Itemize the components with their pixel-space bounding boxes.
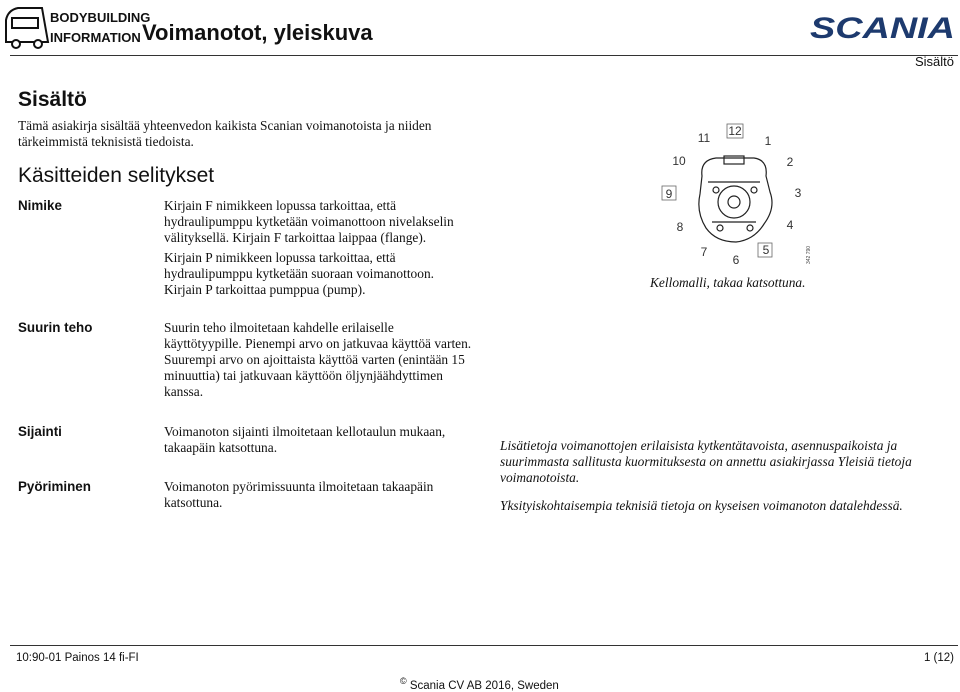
- page-number: 1 (12): [923, 652, 954, 664]
- figure-id: 342 790: [806, 245, 812, 264]
- clock-number-1: 1: [764, 134, 772, 148]
- clock-number-2: 2: [786, 155, 794, 169]
- definition-label-pyoriminen: Pyöriminen: [18, 479, 91, 494]
- clock-number-12: 12: [728, 124, 742, 138]
- copyright-symbol: ©: [400, 676, 407, 686]
- clock-number-11: 11: [697, 131, 711, 145]
- intro-text: Tämä asiakirja sisältää yhteenvedon kaikista Scanian voimanotoista ja niiden tärkeimmistä teknisistä tiedoista.: [18, 118, 432, 149]
- clock-number-9: 9: [665, 187, 673, 201]
- additional-info-text: Lisätietoja voimanottojen erilaisista kytkentätavoista, asennuspaikoista ja suurimmasta sallitusta kuormituksesta on annettu asiakirjassa Yleisiä tietoja voimanotoista.: [500, 438, 912, 485]
- definition-text: Suurin teho ilmoitetaan kahdelle erilaiselle käyttötyypille. Pienempi arvo on jatkuvaa käyttöä varten. Suurempi arvo on ajoittaista käyttöä varten (enintään 15 minuuttia) tai jatkuvaan käyttöön öljynjäähdyttimen kanssa.: [164, 320, 472, 399]
- clock-number-10: 10: [672, 154, 686, 168]
- clock-number-6: 6: [732, 253, 740, 267]
- copyright: [400, 676, 559, 692]
- definition-label-nimike: Nimike: [18, 198, 62, 213]
- definitions-heading: Käsitteiden selitykset: [18, 164, 215, 187]
- clock-number-3: 3: [794, 186, 802, 200]
- diagram-caption: Kellomalli, takaa katsottuna.: [650, 275, 806, 290]
- contents-heading: Sisältö: [18, 88, 87, 111]
- document-reference: 10:90-01 Painos 14 fi-FI: [16, 652, 139, 664]
- logo-line2: INFORMATION: [50, 30, 141, 45]
- additional-info-text: Yksityiskohtaisempia teknisiä tietoja on kyseisen voimanoton datalehdessä.: [500, 498, 903, 513]
- additional-info: [500, 438, 950, 526]
- definition-text: Voimanoton pyörimissuunta ilmoitetaan takaapäin katsottuna.: [164, 479, 434, 510]
- clock-number-4: 4: [786, 218, 794, 232]
- brand-text: SCANIA: [810, 12, 955, 45]
- clock-number-7: 7: [700, 245, 708, 259]
- header-divider: [10, 55, 958, 56]
- clock-position-diagram: [650, 116, 820, 274]
- bodybuilding-information-logo: [2, 2, 151, 50]
- scania-brand-logo: [810, 12, 955, 45]
- document-title: Voimanotot, yleiskuva: [142, 20, 373, 45]
- definition-text: Kirjain P nimikkeen lopussa tarkoittaa, että hydraulipumppu kytketään suoraan voimanottoon. Kirjain P tarkoittaa pumppua (pump).: [164, 250, 434, 297]
- definition-text: Voimanoton sijainti ilmoitetaan kellotaulun mukaan, takaapäin katsottuna.: [164, 424, 446, 455]
- definition-label-suurin-teho: Suurin teho: [18, 320, 93, 335]
- footer-divider: [10, 645, 958, 646]
- section-label: Sisältö: [914, 54, 954, 69]
- clock-number-8: 8: [676, 220, 684, 234]
- logo-line1: BODYBUILDING: [50, 10, 151, 25]
- definition-label-sijainti: Sijainti: [18, 424, 62, 439]
- definition-text: Kirjain F nimikkeen lopussa tarkoittaa, että hydraulipumppu kytketään voimanottoon nivelakselin välityksellä. Kirjain F tarkoittaa laippaa (flange).: [164, 198, 454, 245]
- copyright-text: Scania CV AB 2016, Sweden: [409, 679, 559, 692]
- clock-number-5: 5: [762, 243, 770, 257]
